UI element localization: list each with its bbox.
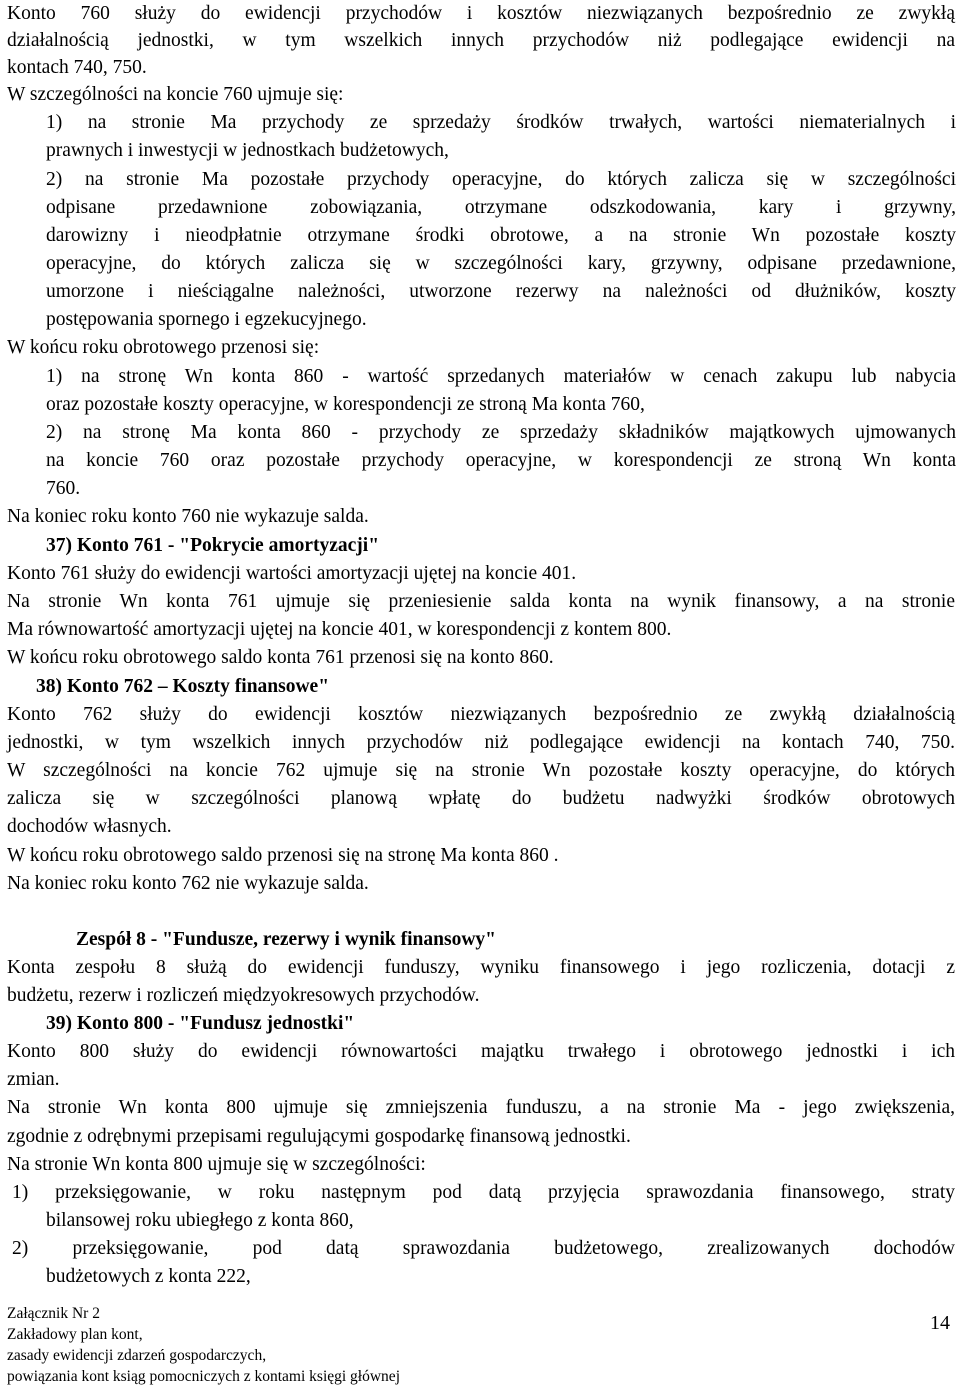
text-line: dochodów własnych.	[7, 816, 172, 837]
list-item: 1) na stronie Ma przychody ze sprzedaży środków trwałych, wartości niematerialnych i	[46, 112, 956, 133]
text-line: działalnością jednostki, w tym wszelkich innych przychodów niż podlegające ewidencji na	[7, 30, 955, 51]
text-line: Konto 760 służy do ewidencji przychodów i kosztów niezwiązanych bezpośrednio ze zwykłą	[7, 3, 955, 24]
list-item: operacyjne, do których zalicza się w szczególności kary, grzywny, odpisane przedawnione,	[46, 253, 956, 274]
text-line: Konta zespołu 8 służą do ewidencji funduszy, wyniku finansowego i jego rozliczenia, dotacji z	[7, 957, 955, 978]
text-line: jednostki, w tym wszelkich innych przychodów niż podlegające ewidencji na kontach 740, 750.	[7, 732, 955, 753]
list-item: na koncie 760 oraz pozostałe przychody operacyjne, w korespondencji ze stroną Wn konta	[46, 450, 956, 471]
list-item: umorzone i nieściągalne należności, utworzone rezerwy na należności od dłużników, koszty	[46, 281, 956, 302]
list-item: 760.	[46, 478, 81, 499]
text-line: Konto 800 służy do ewidencji równowartości majątku trwałego i obrotowego jednostki i ich	[7, 1041, 955, 1062]
list-item: darowizny i nieodpłatnie otrzymane środki obrotowe, a na stronie Wn pozostałe koszty	[46, 225, 956, 246]
footer-line: Załącznik Nr 2	[7, 1305, 100, 1322]
text-line: kontach 740, 750.	[7, 57, 147, 78]
list-item: 1) przeksięgowanie, w roku następnym pod datą przyjęcia sprawozdania finansowego, straty	[12, 1182, 955, 1203]
text-line: zmian.	[7, 1069, 60, 1090]
list-item: odpisane przedawnione zobowiązania, otrzymane odszkodowania, kary i grzywny,	[46, 197, 956, 218]
section-heading: 37) Konto 761 - "Pokrycie amortyzacji"	[46, 535, 380, 556]
text-line: zalicza się w szczególności planową wpłatę do budżetu nadwyżki środków obrotowych	[7, 788, 955, 809]
text-line: Konto 762 służy do ewidencji kosztów niezwiązanych bezpośrednio ze zwykłą działalnością	[7, 704, 955, 725]
text-line: budżetu, rezerw i rozliczeń międzyokresowych przychodów.	[7, 985, 480, 1006]
text-line: W szczególności na koncie 760 ujmuje się:	[7, 84, 344, 105]
list-item: 2) przeksięgowanie, pod datą sprawozdania budżetowego, zrealizowanych dochodów	[12, 1238, 955, 1259]
list-item: 1) na stronę Wn konta 860 - wartość sprzedanych materiałów w cenach zakupu lub nabycia	[46, 366, 956, 387]
section-heading: 39) Konto 800 - "Fundusz jednostki"	[46, 1013, 355, 1034]
list-item: 2) na stronę Ma konta 860 - przychody ze sprzedaży składników majątkowych ujmowanych	[46, 422, 956, 443]
list-item: postępowania spornego i egzekucyjnego.	[46, 309, 367, 330]
text-line: W końcu roku obrotowego przenosi się:	[7, 337, 320, 358]
group-heading: Zespół 8 - "Fundusze, rezerwy i wynik finansowy"	[76, 929, 496, 950]
text-line: W szczególności na koncie 762 ujmuje się na stronie Wn pozostałe koszty operacyjne, do których	[7, 760, 955, 781]
text-line: Konto 761 służy do ewidencji wartości amortyzacji ujętej na koncie 401.	[7, 563, 577, 584]
footer-line: Zakładowy plan kont,	[7, 1326, 143, 1343]
list-item: prawnych i inwestycji w jednostkach budżetowych,	[46, 140, 449, 161]
list-item: budżetowych z konta 222,	[46, 1266, 251, 1287]
text-line: Ma równowartość amortyzacji ujętej na koncie 401, w korespondencji z kontem 800.	[7, 619, 672, 640]
text-line: Na koniec roku konto 762 nie wykazuje salda.	[7, 873, 369, 894]
text-line: Na stronie Wn konta 800 ujmuje się zmniejszenia funduszu, a na stronie Ma - jego zwiększenia,	[7, 1097, 955, 1118]
list-item: bilansowej roku ubiegłego z konta 860,	[46, 1210, 354, 1231]
text-line: Na stronie Wn konta 761 ujmuje się przeniesienie salda konta na wynik finansowy, a na stronie	[7, 591, 955, 612]
text-line: Na koniec roku konto 760 nie wykazuje salda.	[7, 506, 369, 527]
text-line: W końcu roku obrotowego saldo konta 761 przenosi się na konto 860.	[7, 647, 554, 668]
text-line: zgodnie z odrębnymi przepisami regulującymi gospodarkę finansową jednostki.	[7, 1126, 631, 1147]
text-line: W końcu roku obrotowego saldo przenosi się na stronę Ma konta 860 .	[7, 845, 559, 866]
text-line: Na stronie Wn konta 800 ujmuje się w szczególności:	[7, 1154, 426, 1175]
list-item: 2) na stronie Ma pozostałe przychody operacyjne, do których zalicza się w szczególności	[46, 169, 956, 190]
list-item: oraz pozostałe koszty operacyjne, w korespondencji ze stroną Ma konta 760,	[46, 394, 645, 415]
page-number: 14	[930, 1312, 950, 1334]
footer-line: zasady ewidencji zdarzeń gospodarczych,	[7, 1347, 267, 1364]
section-heading: 38) Konto 762 – Koszty finansowe"	[36, 676, 330, 697]
footer-line: powiązania kont ksiąg pomocniczych z kontami księgi głównej	[7, 1368, 400, 1385]
